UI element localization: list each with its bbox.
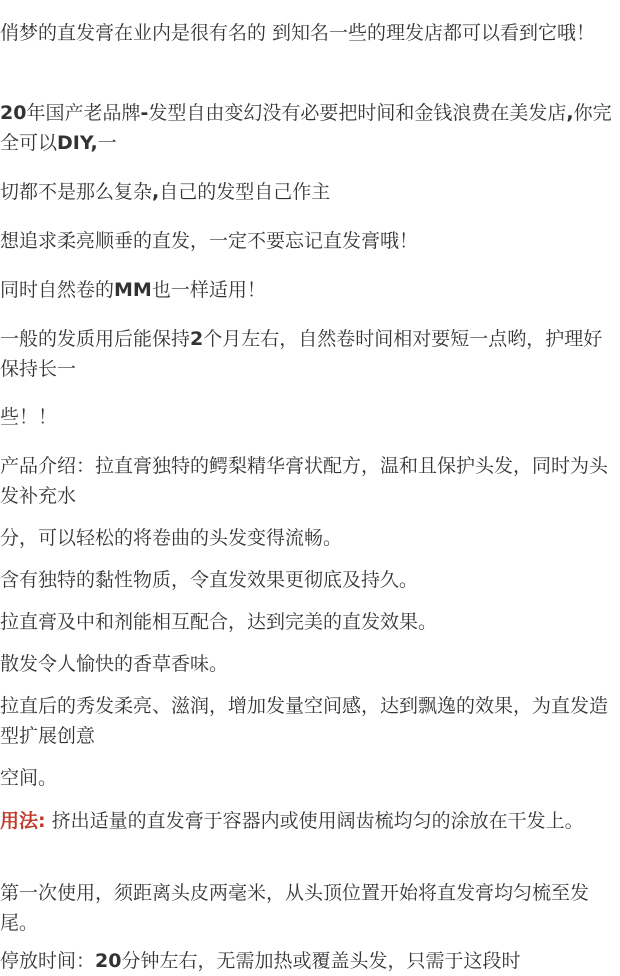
- paragraph-text: 些！！: [0, 406, 58, 428]
- paragraph: [0, 946, 614, 976]
- paragraph: [0, 691, 614, 751]
- emphasis-text: -: [140, 102, 149, 124]
- paragraph: [0, 649, 614, 679]
- paragraph-text: 散发令人愉快的香草香味。: [0, 653, 229, 675]
- paragraph-text: 分钟左右，无需加热或覆盖头发，只需于这段时: [121, 950, 521, 972]
- emphasis-text: DIY,: [57, 132, 98, 154]
- paragraph-text: 停放时间：: [0, 950, 96, 972]
- paragraph: [0, 523, 614, 553]
- paragraph: [0, 878, 614, 938]
- paragraph: [0, 177, 614, 207]
- paragraph-text: 含有独特的黏性物质，令直发效果更彻底及持久。: [0, 569, 419, 591]
- paragraph: [0, 18, 614, 48]
- paragraph: [0, 451, 614, 511]
- paragraph-text: 自己的发型自己作主: [159, 181, 331, 203]
- paragraph-text: 你完全可以: [0, 102, 612, 154]
- paragraph: [0, 98, 614, 158]
- emphasis-text: ,: [566, 102, 574, 124]
- paragraph-text: 俏梦的直发膏在业内是很有名的 到知名一些的理发店都可以看到它哦！: [0, 22, 596, 44]
- paragraph: [0, 565, 614, 595]
- paragraph-text: 一般的发质用后能保持: [0, 328, 191, 350]
- paragraph: [0, 806, 614, 836]
- paragraph: [0, 402, 614, 432]
- paragraph-text: 分，可以轻松的将卷曲的头发变得流畅。: [0, 527, 343, 549]
- emphasis-text: 20: [0, 102, 27, 124]
- emphasis-text: MM: [114, 279, 152, 301]
- paragraph-text: 空间。: [0, 767, 58, 789]
- paragraph-text: 也一样适用！: [151, 279, 266, 301]
- paragraph: [0, 763, 614, 793]
- paragraph-text: 拉直膏及中和剂能相互配合，达到完美的直发效果。: [0, 611, 438, 633]
- emphasis-text: 2: [190, 328, 204, 350]
- paragraph-text: 挤出适量的直发膏于容器内或使用阔齿梳均匀的涂放在干发上。: [45, 810, 584, 832]
- emphasis-text: 20: [95, 950, 122, 972]
- paragraph-text: 一: [97, 132, 117, 154]
- paragraph-text: 想追求柔亮顺垂的直发，一定不要忘记直发膏哦！: [0, 230, 419, 252]
- paragraph: [0, 324, 614, 384]
- paragraph: [0, 607, 614, 637]
- paragraph: [0, 226, 614, 256]
- usage-label: 用法:: [0, 810, 46, 832]
- paragraph-text: 年国产老品牌: [26, 102, 141, 124]
- paragraph-text: 个月左右，自然卷时间相对要短一点哟，护理好保持长一: [0, 328, 603, 380]
- paragraph-text: 第一次使用，须距离头皮两毫米，从头顶位置开始将直发膏均匀梳至发尾。: [0, 882, 590, 934]
- paragraph-text: 切都不是那么复杂: [0, 181, 153, 203]
- paragraph: [0, 275, 614, 305]
- emphasis-text: ,: [152, 181, 160, 203]
- paragraph-text: 发型自由变幻没有必要把时间和金钱浪费在美发店: [148, 102, 567, 124]
- paragraph-text: 同时自然卷的: [0, 279, 115, 301]
- paragraph-text: 产品介绍：拉直膏独特的鳄梨精华膏状配方，温和且保护头发，同时为头发补充水: [0, 455, 609, 507]
- paragraph-text: 拉直后的秀发柔亮、滋润，增加发量空间感，达到飘逸的效果，为直发造型扩展创意: [0, 695, 609, 747]
